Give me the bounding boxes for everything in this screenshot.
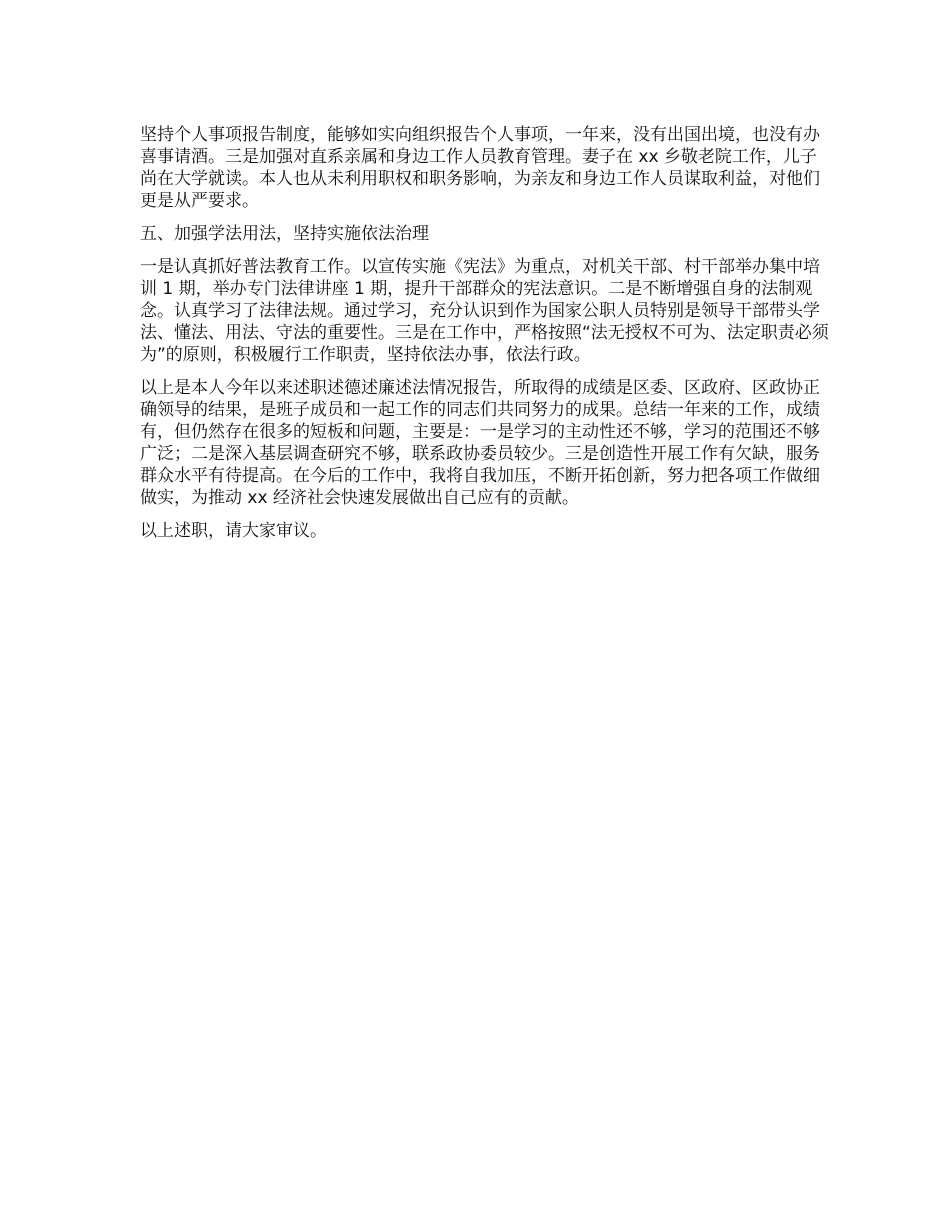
paragraph-closing: 以上述职，请大家审议。 (140, 521, 327, 541)
paragraph-legal-education: 一是认真抓好普法教育工作。以宣传实施《宪法》为重点，对机关干部、村干部举办集中培训 1 期，举办专门法律讲座 1 期，提升干部群众的宪法意识。二是不断增强自身的法制观念。认真学习了法律法规。通过学习，充分认识到作为国家公职人员特别是领导干部带头学法、懂法、用法、守法的重要性。三是在工作中，严格按照“法无授权不可为、法定职责必须为”的原则，积极履行工作职责，坚持依法办事，依法行政。 (140, 257, 829, 365)
section-heading-rule-of-law: 五、加强学法用法，坚持实施依法治理 (140, 224, 429, 244)
document-body (140, 124, 830, 553)
paragraph-personal-matters: 坚持个人事项报告制度，能够如实向组织报告个人事项，一年来，没有出国出境，也没有办喜事请酒。三是加强对直系亲属和身边工作人员教育管理。妻子在 xx 乡敬老院工作，儿子尚在大学就读。本人也从未利用职权和职务影响，为亲友和身边工作人员谋取利益，对他们更是从严要求。 (140, 125, 820, 211)
paragraph-summary: 以上是本人今年以来述职述德述廉述法情况报告，所取得的成绩是区委、区政府、区政协正确领导的结果，是班子成员和一起工作的同志们共同努力的成果。总结一年来的工作，成绩有，但仍然存在很多的短板和问题，主要是：一是学习的主动性还不够，学习的范围还不够广泛；二是深入基层调查研究不够，联系政协委员较少。三是创造性开展工作有欠缺，服务群众水平有待提高。在今后的工作中，我将自我加压，不断开拓创新，努力把各项工作做细做实，为推动 xx 经济社会快速发展做出自己应有的贡献。 (140, 378, 820, 508)
